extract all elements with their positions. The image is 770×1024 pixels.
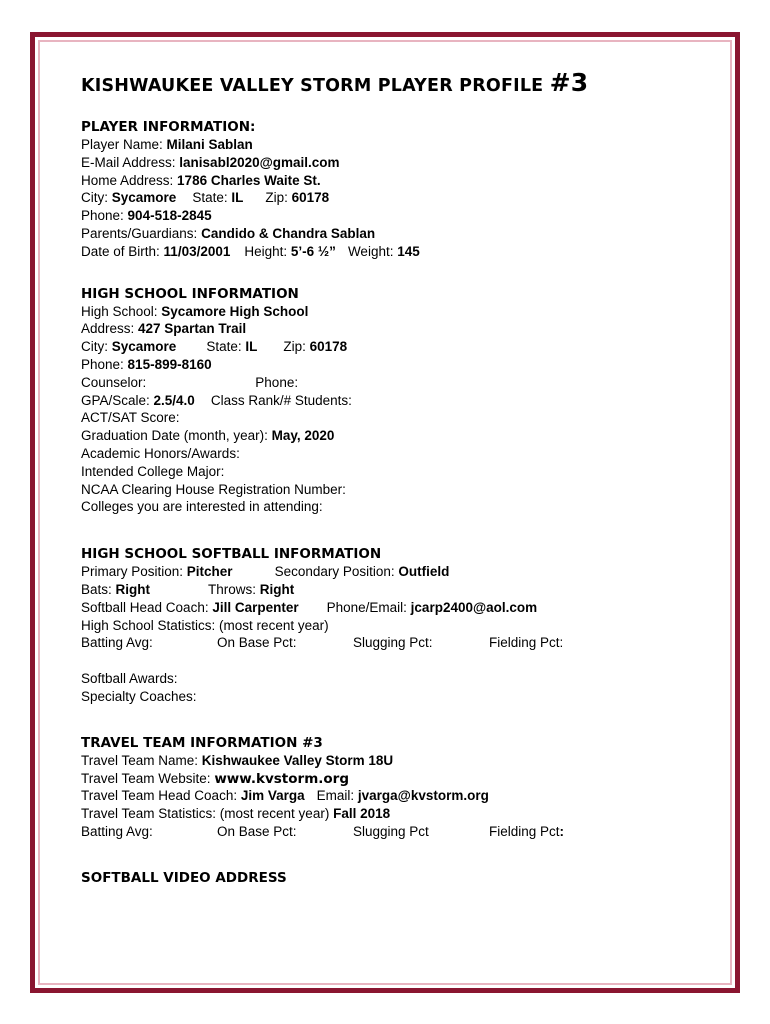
tt-website-row: Travel Team Website: www.kvstorm.org — [81, 770, 349, 787]
sb-bats: Right — [115, 581, 151, 597]
sb-coach-row: Softball Head Coach: Jill Carpenter Phone/Email: jcarp2400@aol.com — [81, 599, 538, 615]
title-text: KISHWAUKEE VALLEY STORM PLAYER PROFILE — [81, 76, 550, 96]
tt-coach: Jim Varga — [240, 788, 305, 804]
tt-stats-period: Fall 2018 — [333, 806, 391, 822]
tt-coach-row: Travel Team Head Coach: Jim Varga Email: jvarga@kvstorm.org — [81, 788, 489, 804]
hs-honors-row: Academic Honors/Awards: — [81, 445, 240, 461]
tt-team: Kishwaukee Valley Storm 18U — [201, 752, 394, 768]
player-parents-row: Parents/Guardians: Candido & Chandra Sablan — [81, 225, 376, 241]
hs-gpa: 2.5/4.0 — [153, 392, 195, 408]
hs-grad: May, 2020 — [271, 428, 335, 444]
hs-gpa-row: GPA/Scale: 2.5/4.0 Class Rank/# Students: — [81, 392, 352, 408]
player-state: IL — [231, 190, 244, 206]
hs-act-row: ACT/SAT Score: — [81, 410, 180, 426]
sb-stats-row: High School Statistics: (most recent year) — [81, 617, 329, 633]
high-school-header: HIGH SCHOOL INFORMATION — [81, 285, 299, 302]
player-city: Sycamore — [111, 190, 177, 206]
player-height: 5’-6 ½” — [290, 243, 336, 259]
hs-ncaa-row: NCAA Clearing House Registration Number: — [81, 481, 346, 497]
travel-section — [81, 734, 731, 841]
hs-city: Sycamore — [111, 339, 177, 355]
sb-stat-labels-row: Batting Avg: On Base Pct: Slugging Pct: Fielding Pct: — [81, 635, 564, 651]
player-address-row: Home Address: 1786 Charles Waite St. — [81, 172, 321, 188]
tt-email: jvarga@kvstorm.org — [357, 788, 489, 804]
player-phone: 904-518-2845 — [127, 208, 212, 224]
sb-specialty-row: Specialty Coaches: — [81, 688, 197, 704]
hs-state: IL — [245, 339, 258, 355]
video-section — [81, 869, 731, 887]
player-email-row: E-Mail Address: lanisabl2020@gmail.com — [81, 154, 340, 170]
hs-address: 427 Spartan Trail — [138, 321, 247, 337]
hs-counselor-row: Counselor: Phone: — [81, 374, 299, 390]
sb-secondary: Outfield — [398, 564, 450, 580]
tt-stats-row: Travel Team Statistics: (most recent year) Fall 2018 — [81, 806, 391, 822]
travel-header: TRAVEL TEAM INFORMATION #3 — [81, 734, 323, 751]
player-address: 1786 Charles Waite St. — [177, 172, 321, 188]
player-name: Milani Sablan — [166, 137, 253, 152]
player-city-row: City: Sycamore State: IL Zip: 60178 — [81, 190, 330, 206]
page-title — [81, 66, 731, 100]
hs-colleges-row: Colleges you are interested in attending: — [81, 499, 323, 515]
sb-primary: Pitcher — [186, 564, 233, 580]
hs-school-row: High School: Sycamore High School — [81, 303, 309, 319]
video-header: SOFTBALL VIDEO ADDRESS — [81, 869, 287, 886]
sb-throws: Right — [259, 581, 295, 597]
high-school-section — [81, 285, 731, 517]
title-number: #3 — [549, 68, 589, 97]
hs-city-row: City: Sycamore State: IL Zip: 60178 — [81, 339, 348, 355]
softball-section — [81, 545, 731, 706]
hs-phone-row: Phone: 815-899-8160 — [81, 356, 212, 372]
player-dob-row: Date of Birth: 11/03/2001 Height: 5’-6 ½” Weight: 145 — [81, 243, 420, 259]
sb-awards-row: Softball Awards: — [81, 671, 178, 687]
player-dob: 11/03/2001 — [163, 243, 231, 259]
hs-school: Sycamore High School — [161, 303, 309, 319]
tt-stat-labels-row: Batting Avg: On Base Pct: Slugging Pct Fielding Pct: — [81, 823, 565, 839]
player-email: lanisabl2020@gmail.com — [179, 154, 340, 170]
player-zip: 60178 — [291, 190, 330, 206]
sb-coach-contact: jcarp2400@aol.com — [410, 599, 538, 615]
hs-zip: 60178 — [309, 339, 348, 355]
sb-position-row: Primary Position: Pitcher Secondary Position: Outfield — [81, 564, 450, 580]
softball-header: HIGH SCHOOL SOFTBALL INFORMATION — [81, 546, 382, 563]
player-parents: Candido & Chandra Sablan — [201, 225, 376, 241]
tt-website: www.kvstorm.org — [214, 770, 349, 787]
sb-bats-row: Bats: Right Throws: Right — [81, 581, 295, 597]
hs-phone: 815-899-8160 — [127, 356, 212, 372]
tt-team-row: Travel Team Name: Kishwaukee Valley Storm 18U — [81, 752, 394, 768]
player-header: PLAYER INFORMATION: — [81, 119, 256, 135]
player-weight: 145 — [397, 243, 420, 259]
profile-content — [81, 66, 731, 887]
hs-address-row: Address: 427 Spartan Trail — [81, 321, 247, 337]
player-name-row: Player Name: Milani Sablan — [81, 137, 253, 152]
hs-major-row: Intended College Major: — [81, 463, 225, 479]
sb-coach: Jill Carpenter — [212, 599, 299, 615]
hs-grad-row: Graduation Date (month, year): May, 2020 — [81, 428, 335, 444]
player-section — [81, 118, 731, 261]
player-phone-row: Phone: 904-518-2845 — [81, 208, 212, 224]
